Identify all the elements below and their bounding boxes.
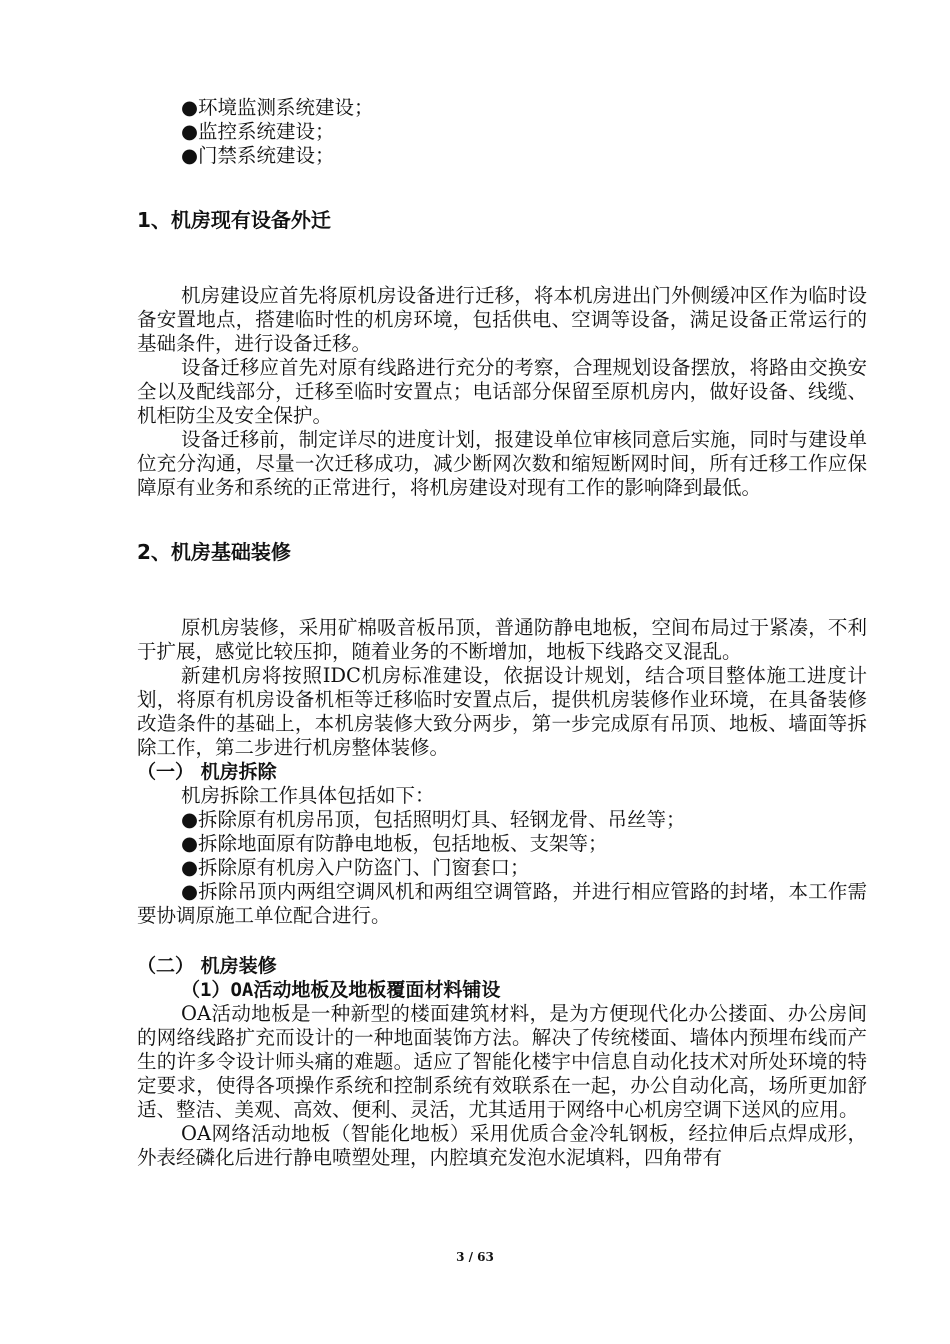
list-item: ●环境监测系统建设； <box>181 96 374 119</box>
paragraph: 设备迁移前，制定详尽的进度计划，报建设单位审核同意后实施，同时与建设单位充分沟通，尽量一次迁移成功，减少断网次数和缩短断网时间，所有迁移工作应保障原有业务和系统的正常进行，将机房建设对现有工作的影响降到最低。 <box>137 428 867 499</box>
paragraph: OA活动地板是一种新型的楼面建筑材料，是为方便现代化办公搂面、办公房间的网络线路扩充而设计的一种地面装饰方法。解决了传统楼面、墙体内预埋布线而产生的许多令设计师头痛的难题。适应了智能化楼宇中信息自动化技术对所处环境的特定要求，使得各项操作系统和控制系统有效联系在一起，办公自动化高，场所更加舒适、整洁、美观、高效、便利、灵活，尤其适用于网络中心机房空调下送风的应用。 <box>137 1002 867 1121</box>
item-heading: （1）OA活动地板及地板覆面材料铺设 <box>181 979 501 1001</box>
paragraph: 机房拆除工作具体包括如下： <box>181 784 435 807</box>
list-item: ●监控系统建设； <box>181 120 335 143</box>
paragraph: 机房建设应首先将原机房设备进行迁移，将本机房进出门外侧缓冲区作为临时设备安置地点，搭建临时性的机房环境，包括供电、空调等设备，满足设备正常运行的基础条件，进行设备迁移。 <box>137 284 867 355</box>
subsection-heading: （二） 机房装修 <box>137 955 277 977</box>
paragraph: OA网络活动地板（智能化地板）采用优质合金冷轧钢板，经拉伸后点焊成形，外表经磷化后进行静电喷塑处理，内腔填充发泡水泥填料，四角带有 <box>137 1122 867 1169</box>
list-item: ●拆除地面原有防静电地板，包括地板、支架等； <box>181 832 608 855</box>
page-number: 3 / 63 <box>456 1250 494 1264</box>
paragraph: 设备迁移应首先对原有线路进行充分的考察，合理规划设备摆放，将路由交换安全以及配线部分，迁移至临时安置点；电话部分保留至原机房内，做好设备、线缆、机柜防尘及安全保护。 <box>137 356 867 427</box>
list-item: ●门禁系统建设； <box>181 144 335 167</box>
section-heading-2: 2、机房基础装修 <box>137 540 291 564</box>
subsection-heading: （一） 机房拆除 <box>137 761 277 783</box>
paragraph: 新建机房将按照IDC机房标准建设，依据设计规划，结合项目整体施工进度计划，将原有机房设备机柜等迁移临时安置点后，提供机房装修作业环境，在具备装修改造条件的基础上，本机房装修大致分两步，第一步完成原有吊顶、地板、墙面等拆除工作，第二步进行机房整体装修。 <box>137 664 867 759</box>
paragraph: 原机房装修，采用矿棉吸音板吊顶，普通防静电地板，空间布局过于紧凑，不利于扩展，感觉比较压抑，随着业务的不断增加，地板下线路交叉混乱。 <box>137 616 867 663</box>
list-item: ●拆除吊顶内两组空调风机和两组空调管路，并进行相应管路的封堵，本工作需要协调原施工单位配合进行。 <box>137 880 867 927</box>
section-heading-1: 1、机房现有设备外迁 <box>137 208 331 232</box>
list-item: ●拆除原有机房入户防盗门、门窗套口； <box>181 856 530 879</box>
page-content <box>137 96 867 1170</box>
list-item: ●拆除原有机房吊顶，包括照明灯具、轻钢龙骨、吊丝等； <box>181 808 686 831</box>
